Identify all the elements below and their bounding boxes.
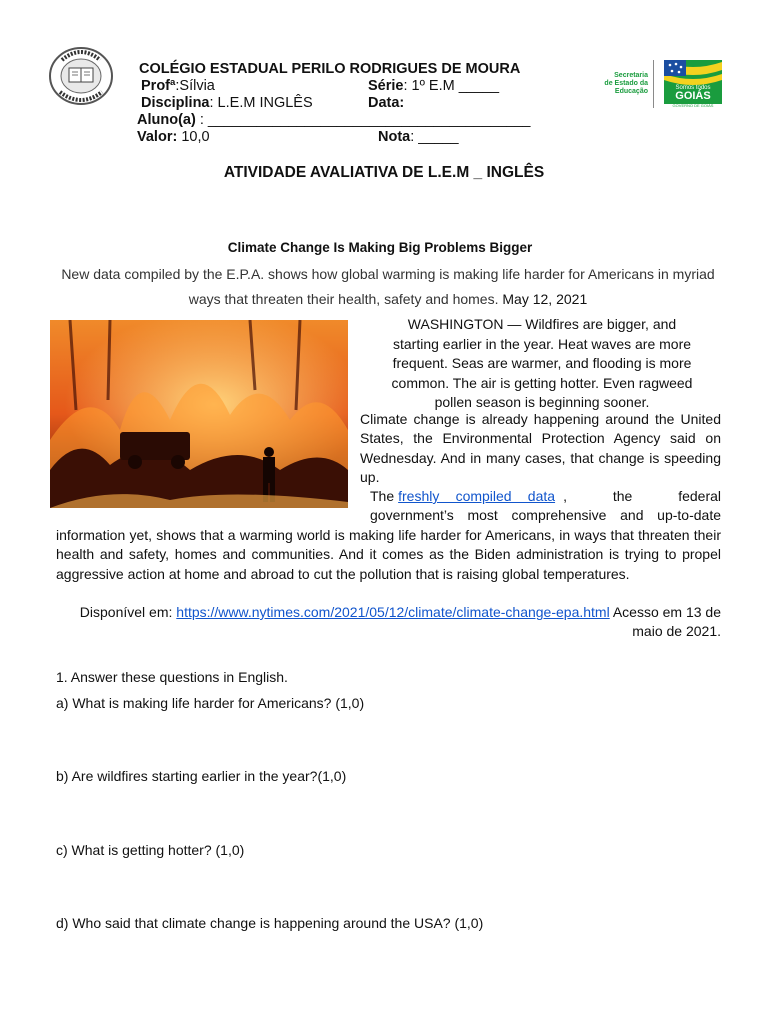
activity-title: ATIVIDADE AVALIATIVA DE L.E.M _ INGLÊS bbox=[223, 164, 545, 181]
lead-paragraph bbox=[356, 315, 728, 413]
valor-value: 10,0 bbox=[177, 129, 210, 145]
source-citation bbox=[56, 603, 721, 642]
secretaria-line: Educação bbox=[614, 88, 648, 95]
disciplina-label: Disciplina bbox=[141, 95, 210, 111]
lead-line: pollen season is beginning sooner. bbox=[434, 394, 650, 410]
aluno-row bbox=[137, 112, 530, 129]
source-label: Disponível em: bbox=[79, 604, 173, 620]
article-title: Climate Change Is Making Big Problems Bigger bbox=[227, 240, 533, 255]
lead-line: starting earlier in the year. Heat waves are more bbox=[392, 335, 692, 352]
questions-intro: 1. Answer these questions in English. bbox=[56, 669, 288, 685]
paragraph-2: Climate change is already happening around the United States, the Environmental Protection Agency said on Wednesday. And in many cases, that change is speeding up. bbox=[360, 411, 721, 485]
question-b: b) Are wildfires starting earlier in the year?(1,0) bbox=[56, 768, 347, 784]
wildfire-photo bbox=[50, 320, 348, 508]
question-d: d) Who said that climate change is happening around the USA? (1,0) bbox=[56, 915, 484, 931]
school-name: COLÉGIO ESTADUAL PERILO RODRIGUES DE MOURA bbox=[139, 61, 521, 77]
valor-label: Valor: bbox=[137, 129, 178, 145]
logo-divider bbox=[653, 60, 654, 108]
para3-right: , the federal bbox=[563, 488, 721, 504]
disciplina-value: : L.E.M INGLÊS bbox=[209, 95, 313, 111]
nota-row bbox=[378, 129, 459, 146]
goias-small-text: Somos todos bbox=[675, 85, 711, 91]
goias-sub-text: GOVERNO DE GOIÁS bbox=[672, 103, 714, 108]
prof-label: Profª bbox=[141, 78, 176, 94]
question-c: c) What is getting hotter? (1,0) bbox=[56, 842, 245, 858]
aluno-label: Aluno(a) bbox=[137, 112, 196, 128]
valor-row bbox=[137, 129, 210, 146]
article-date: May 12, 2021 bbox=[502, 291, 588, 307]
serie-row bbox=[368, 78, 499, 95]
question-a: a) What is making life harder for Americans? (1,0) bbox=[56, 695, 365, 711]
paragraph-3-line-1 bbox=[370, 488, 721, 504]
nota-value: : _____ bbox=[410, 129, 459, 145]
lead-line: WASHINGTON — Wildfires are bigger, and bbox=[407, 316, 677, 332]
lead-line: common. The air is getting hotter. Even ragweed bbox=[391, 374, 693, 391]
para3-pre: The bbox=[370, 488, 395, 504]
freshly-compiled-data-link[interactable]: freshly compiled data bbox=[398, 488, 556, 504]
source-url-link[interactable]: https://www.nytimes.com/2021/05/12/climate/climate-change-epa.html bbox=[176, 604, 610, 620]
goias-logo bbox=[664, 60, 722, 108]
subtitle-text: New data compiled by the E.P.A. shows how global warming is making life harder for Americans in myriad ways that threaten their health, safety and homes. bbox=[61, 266, 715, 307]
data-label: Data: bbox=[368, 95, 405, 111]
serie-value: : 1º E.M _____ bbox=[403, 78, 500, 94]
secretaria-line: de Estado da bbox=[604, 80, 648, 87]
serie-label: Série bbox=[368, 78, 404, 94]
secretaria-line: Secretaria bbox=[614, 72, 648, 79]
secretaria-logo bbox=[588, 72, 648, 96]
source-access: Acesso em 13 de maio de 2021. bbox=[612, 604, 721, 640]
article-subtitle bbox=[50, 262, 726, 312]
paragraph-3-line-2: government’s most comprehensive and up-to-date bbox=[370, 507, 721, 523]
aluno-value: : ________________________________________ bbox=[195, 112, 531, 128]
disciplina-row bbox=[141, 95, 313, 112]
goias-big-text: GOIÁS bbox=[675, 90, 711, 102]
school-seal-logo bbox=[48, 46, 114, 106]
prof-row bbox=[141, 78, 215, 95]
lead-line: frequent. Seas are warmer, and flooding is more bbox=[392, 355, 692, 371]
prof-value: :Sílvia bbox=[175, 78, 215, 94]
nota-label: Nota bbox=[378, 129, 411, 145]
paragraph-3-rest: information yet, shows that a warming world is making life harder for Americans, in ways that threaten their health and safety, homes and communities. And it comes as the Biden administration is trying to propel aggressive action at home and abroad to cut the pollution that is raising global temperatures. bbox=[56, 527, 721, 582]
